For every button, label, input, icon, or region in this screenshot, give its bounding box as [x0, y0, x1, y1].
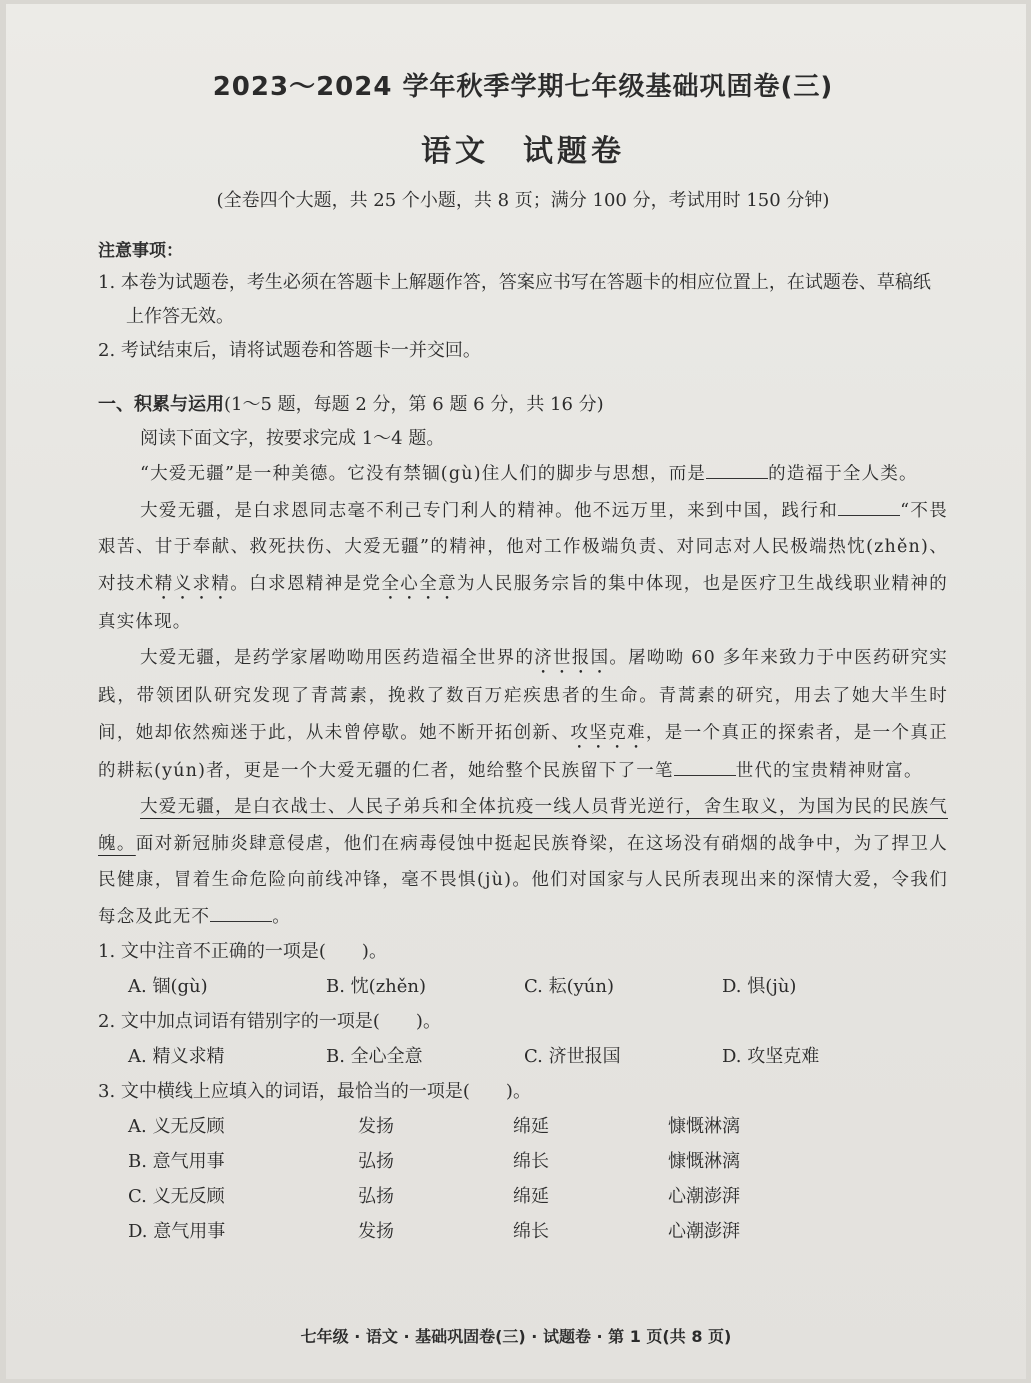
passage-text: 世代的宝贵精神财富。 — [735, 760, 923, 781]
passage-text: 面对新冠肺炎肆意侵虐，他们在病毒侵蚀中挺起民族脊梁，在这场没有硝烟的战争中，为了捍卫人民健康，冒着生命危险向前线冲锋，毫不畏惧(jù)。他们对国家与人民所表现出来的深情大爱，令我们每念及此无不 — [98, 833, 948, 927]
passage-text: 大爱无疆，是白求恩同志毫不利己专门利人的精神。他不远万里，来到中国，践行和 — [140, 500, 839, 521]
reading-instruction: 阅读下面文字，按要求完成 1～4 题。 — [140, 428, 445, 449]
question-stem: 1. 文中注音不正确的一项是( )。 — [98, 941, 387, 962]
notice-item-1: 1. 本卷为试题卷，考生必须在答题卡上解题作答，答案应书写在答题卡的相应位置上，在试题卷、草稿纸上作答无效。 — [98, 272, 931, 327]
fill-blank — [674, 755, 736, 776]
option-cell: 绵延 — [513, 1116, 549, 1137]
option-cell: 心潮澎湃 — [668, 1186, 740, 1207]
question-options — [98, 1039, 948, 1075]
passage-paragraph-3 — [98, 640, 948, 789]
dotted-phrase: 济世报国 — [534, 648, 610, 668]
underlined-sentence: 大爱无疆，是白衣战士、人民子弟兵和全体抗疫一线人员背光逆行，舍生取义，为国为民的民族气魄。 — [98, 797, 948, 854]
fill-blank — [706, 458, 768, 479]
dotted-phrase: 全心全意 — [381, 573, 457, 594]
passage-text: ，是一个真正的探索者，是一个真正的耕耘(yún)者，更是一个大爱无疆的仁者，她给整个民族留下了一笔 — [98, 722, 948, 781]
option-cell: 慷慨淋漓 — [668, 1151, 740, 1172]
page-footer: 七年级 · 语文 · 基础巩固卷(三) · 试题卷 · 第 1 页(共 8 页) — [300, 1327, 732, 1346]
question-2 — [98, 1005, 948, 1075]
option-cell: 慷慨淋漓 — [668, 1116, 740, 1137]
option-cell: C. 义无反顾 — [128, 1186, 225, 1207]
section-detail: (1～5 题，每题 2 分，第 6 题 6 分，共 16 分) — [224, 394, 604, 415]
option-cell: 绵长 — [513, 1221, 549, 1242]
option-row-c — [98, 1179, 948, 1214]
exam-paper — [6, 4, 1026, 1379]
notice-item-2: 2. 考试结束后，请将试题卷和答题卡一并交回。 — [98, 340, 481, 361]
option-cell: 绵延 — [513, 1186, 549, 1207]
option-cell: 发扬 — [358, 1221, 394, 1242]
option-row-b — [98, 1144, 948, 1179]
option-d: D. 惧(jù) — [722, 976, 797, 997]
option-cell: 绵长 — [513, 1151, 549, 1172]
fill-blank — [838, 495, 900, 516]
dotted-phrase: 精义求精 — [154, 573, 231, 594]
option-row-a — [98, 1109, 948, 1144]
passage-paragraph-4 — [98, 789, 948, 935]
option-c: C. 济世报国 — [524, 1046, 621, 1067]
section-heading — [98, 388, 948, 422]
option-cell: A. 义无反顾 — [128, 1116, 225, 1137]
fill-blank — [210, 901, 272, 922]
option-cell: 弘扬 — [358, 1186, 394, 1207]
passage-text: 。 — [272, 906, 291, 927]
passage-paragraph-1 — [98, 456, 948, 493]
option-a: A. 精义求精 — [128, 1046, 225, 1067]
question-options — [98, 969, 948, 1005]
option-b: B. 忱(zhěn) — [326, 976, 427, 997]
option-cell: 心潮澎湃 — [668, 1221, 740, 1242]
option-d: D. 攻坚克难 — [722, 1046, 820, 1067]
option-c: C. 耘(yún) — [524, 976, 614, 997]
exam-title: 2023～2024 学年秋季学期七年级基础巩固卷(三) — [212, 72, 834, 102]
passage-text: 的造福于全人类。 — [768, 464, 918, 484]
reading-passage — [98, 456, 948, 935]
option-cell: 弘扬 — [358, 1151, 394, 1172]
option-a: A. 锢(gù) — [128, 976, 208, 997]
notice-heading: 注意事项： — [98, 241, 183, 261]
passage-text: 为人民服务宗旨的集中体现，也是医疗卫生战线职业精神的真实体现。 — [98, 573, 948, 632]
passage-text: 。屠呦呦 60 多年来致力于中医药研究实践，带领团队研究发现了青蒿素，挽救了数百万疟疾患者的生命。青蒿素的研究，用去了她大半生时间，她却依然痴迷于此，从未曾停歇。她不断开拓创新、 — [98, 648, 948, 743]
option-cell: B. 意气用事 — [128, 1151, 225, 1172]
passage-text: 大爱无疆，是药学家屠呦呦用医药造福全世界的 — [140, 648, 535, 668]
option-b: B. 全心全意 — [326, 1046, 423, 1067]
exam-info: (全卷四个大题，共 25 个小题，共 8 页；满分 100 分，考试用时 150 分钟) — [216, 190, 830, 211]
option-cell: D. 意气用事 — [128, 1221, 226, 1242]
passage-text: “大爱无疆”是一种美德。它没有禁锢(gù)住人们的脚步与思想，而是 — [140, 464, 707, 484]
section-title: 一、积累与运用 — [98, 394, 224, 415]
page-content — [98, 66, 948, 1249]
question-1 — [98, 935, 948, 1005]
question-stem: 3. 文中横线上应填入的词语，最恰当的一项是( )。 — [98, 1081, 531, 1102]
passage-text: 。白求恩精神是党 — [230, 573, 382, 594]
passage-paragraph-2 — [98, 493, 948, 641]
option-cell: 发扬 — [358, 1116, 394, 1137]
option-row-d — [98, 1214, 948, 1249]
question-3 — [98, 1075, 948, 1249]
passage-text: “不畏艰苦、甘于奉献、救死扶伤、大爱无疆”的精神，他对工作极端负责、对同志对人民极端热忱(zhěn)、对技术 — [98, 500, 948, 594]
dotted-phrase: 攻坚克难 — [570, 722, 646, 743]
exam-subtitle: 语文 试题卷 — [421, 134, 625, 169]
question-stem: 2. 文中加点词语有错别字的一项是( )。 — [98, 1011, 441, 1032]
